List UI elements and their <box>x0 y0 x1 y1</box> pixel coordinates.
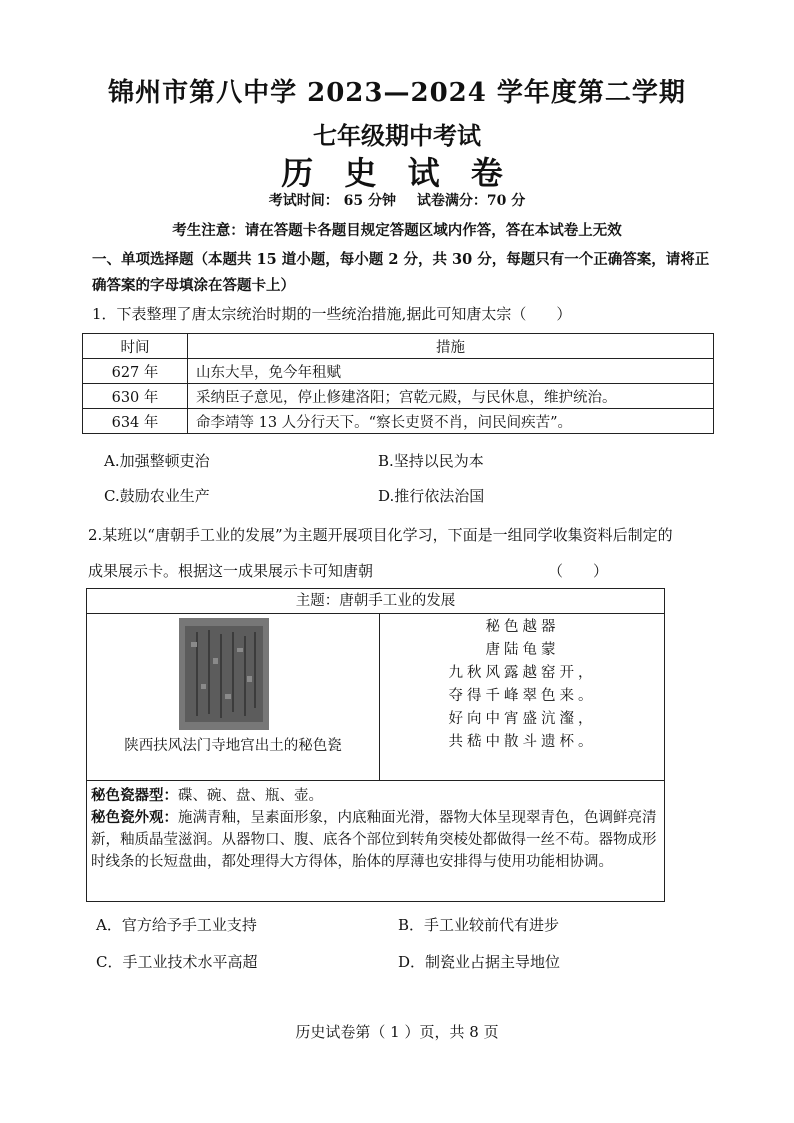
table-cell-measure: 山东大旱，免今年租赋 <box>188 359 714 384</box>
porcelain-types-text: 碟、碗、盘、瓶、壶。 <box>178 788 323 804</box>
q1-option-c: C.鼓励农业生产 <box>104 487 210 505</box>
school-title: 锦州市第八中学 2023—2024 学年度第二学期 <box>108 78 686 108</box>
question-2-stem-line2: 成果展示卡。根据这一成果展示卡可知唐朝 <box>88 562 374 580</box>
section-heading: 一、单项选择题（本题共 15 道小题，每小题 2 分，共 30 分，每题只有一个正确答案，请将正确答案的字母填涂在答题卡上） <box>92 251 710 294</box>
card-photo-panel <box>87 614 380 780</box>
table-header-time: 时间 <box>83 334 188 359</box>
exam-time: 考试时间： 65 分钟 <box>268 193 396 209</box>
display-card <box>86 588 665 902</box>
question-2-stem-line1: 2.某班以“唐朝手工业的发展”为主题开展项目化学习，下面是一组同学收集资料后制定的 <box>88 526 673 544</box>
table-header-row <box>83 334 714 359</box>
card-description <box>87 780 664 873</box>
q2-option-a: A．官方给予手工业支持 <box>96 916 257 934</box>
table-row <box>83 359 714 384</box>
poem-line: 好向中宵盛沆瀣， <box>448 711 597 727</box>
poem-author: 唐陆龟蒙 <box>485 642 560 658</box>
poem-title: 秘色越器 <box>485 619 560 635</box>
q1-option-d: D.推行依法治国 <box>378 487 485 505</box>
photo-caption: 陕西扶风法门寺地宫出土的秘色瓷 <box>124 738 342 754</box>
card-heading: 主题：唐朝手工业的发展 <box>87 589 664 614</box>
question-2-answer-paren: （ ） <box>548 562 609 580</box>
porcelain-appearance <box>91 807 660 873</box>
q2-option-b: B．手工业较前代有进步 <box>398 916 560 934</box>
exam-info <box>0 190 794 210</box>
table-header-measure: 措施 <box>188 334 714 359</box>
poem-line: 夺得千峰翠色来。 <box>448 688 597 704</box>
table-row <box>83 409 714 434</box>
q1-option-a: A.加强整顿吏治 <box>104 452 210 470</box>
subject-title: 历 史 试 卷 <box>281 154 513 192</box>
table-cell-year: 627 年 <box>83 359 188 384</box>
porcelain-appearance-text: 施满青釉，呈素面形象，内底釉面光滑，器物大体呈现翠青色，色调鲜亮清新，釉质晶莹滋润。从器物口、腹、底各个部位到转角突棱处都做得一丝不苟。器物成形时线条的长短盘曲，都处理得大方得体，胎体的厚薄也安排得与使用功能相协调。 <box>91 810 657 870</box>
poem-line: 共嵇中散斗遗杯。 <box>448 734 597 750</box>
porcelain-types-label: 秘色瓷器型： <box>91 787 178 804</box>
poem-line: 九秋风露越窑开， <box>448 665 597 681</box>
porcelain-photo <box>179 618 269 730</box>
table-cell-measure: 采纳臣子意见，停止修建洛阳；宫乾元殿，与民休息，维护统治。 <box>188 384 714 409</box>
porcelain-appearance-label: 秘色瓷外观： <box>91 809 178 826</box>
card-poem-panel <box>381 614 664 780</box>
question-1-table <box>82 333 714 434</box>
porcelain-photo-image <box>179 618 269 730</box>
question-1-stem: 1．下表整理了唐太宗统治时期的一些统治措施,据此可知唐太宗（ ） <box>92 305 572 323</box>
table-cell-year: 634 年 <box>83 409 188 434</box>
full-score: 试卷满分：70 分 <box>416 193 526 209</box>
table-row <box>83 384 714 409</box>
exam-title: 七年级期中考试 <box>313 121 481 150</box>
table-cell-year: 630 年 <box>83 384 188 409</box>
porcelain-types <box>91 785 660 807</box>
q2-option-d: D．制瓷业占据主导地位 <box>398 953 561 971</box>
q1-option-b: B.坚持以民为本 <box>378 452 484 470</box>
q2-option-c: C．手工业技术水平高超 <box>96 953 258 971</box>
exam-notice: 考生注意：请在答题卡各题目规定答题区域内作答，答在本试卷上无效 <box>172 222 622 239</box>
page-footer: 历史试卷第（ 1 ）页，共 8 页 <box>295 1023 499 1041</box>
table-cell-measure: 命李靖等 13 人分行天下。“察长吏贤不肖，问民间疾苦”。 <box>188 409 714 434</box>
